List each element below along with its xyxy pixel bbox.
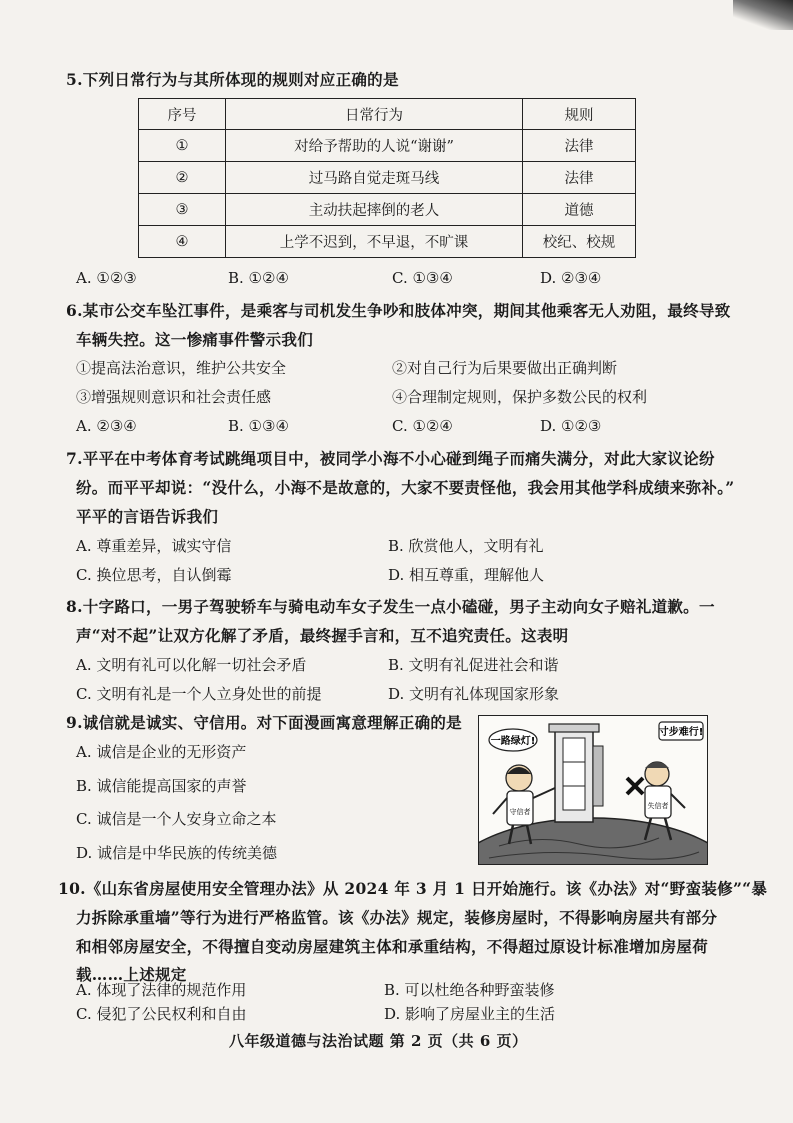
table-cell: ② xyxy=(139,162,226,194)
table-cell: 道德 xyxy=(523,194,636,226)
q10-stem-line2: 力拆除承重墙”等行为进行严格监管。该《办法》规定，装修房屋时，不得影响房屋共有部分 xyxy=(76,908,718,927)
comic-bubble-right: 寸步难行! xyxy=(658,727,704,738)
q8-option-c[interactable]: C. 文明有礼是一个人立身处世的前提 xyxy=(76,685,322,703)
q10-stem-line1: 10.《山东省房屋使用安全管理办法》从 2024 年 3 月 1 日开始施行。该《办法》对“野蛮装修”“暴 xyxy=(58,879,768,898)
table-cell: 校纪、校规 xyxy=(523,226,636,258)
q8-option-d[interactable]: D. 文明有礼体现国家形象 xyxy=(388,685,560,703)
q7-stem-line2: 纷。而平平却说：“没什么，小海不是故意的，大家不要责怪他，我会用其他学科成绩来弥补。” xyxy=(76,478,735,497)
q10-option-d[interactable]: D. 影响了房屋业主的生活 xyxy=(384,1005,556,1023)
table-cell: 法律 xyxy=(523,130,636,162)
q8-option-b[interactable]: B. 文明有礼促进社会和谐 xyxy=(388,656,559,674)
q5-option-b[interactable]: B. ①②④ xyxy=(228,269,289,287)
table-header-cell: 规则 xyxy=(523,99,636,130)
q10-stem-line4: 载……上述规定 xyxy=(76,965,187,984)
q6-option-c[interactable]: C. ①②④ xyxy=(392,417,453,435)
q5-option-a[interactable]: A. ①②③ xyxy=(76,269,137,287)
q7-stem-line3: 平平的言语告诉我们 xyxy=(76,507,219,526)
table-row xyxy=(139,226,636,258)
table-cell: ① xyxy=(139,130,226,162)
table-cell: 过马路自觉走斑马线 xyxy=(226,162,523,194)
comic-badge-left: 守信者 xyxy=(509,808,531,816)
table-cell: 上学不迟到，不早退，不旷课 xyxy=(226,226,523,258)
q10-option-a[interactable]: A. 体现了法律的规范作用 xyxy=(76,981,247,999)
q6-option-d[interactable]: D. ①②③ xyxy=(540,417,602,435)
q9-comic-illustration xyxy=(478,715,708,865)
table-row xyxy=(139,130,636,162)
table-cell: 法律 xyxy=(523,162,636,194)
q10-option-c[interactable]: C. 侵犯了公民权利和自由 xyxy=(76,1005,247,1023)
q8-stem-line1: 8.十字路口，一男子驾驶轿车与骑电动车女子发生一点小磕碰，男子主动向女子赔礼道歉。一 xyxy=(66,597,715,616)
table-header-cell: 序号 xyxy=(139,99,226,130)
q5-stem: 5.下列日常行为与其所体现的规则对应正确的是 xyxy=(66,70,399,89)
q10-stem-line3: 和相邻房屋安全，不得擅自变动房屋建筑主体和承重结构，不得超过原设计标准增加房屋荷 xyxy=(76,937,709,956)
q5-option-d[interactable]: D. ②③④ xyxy=(540,269,602,287)
scan-corner-shadow xyxy=(733,0,793,30)
table-row xyxy=(139,162,636,194)
q6-option-b[interactable]: B. ①③④ xyxy=(228,417,289,435)
q9-option-c[interactable]: C. 诚信是一个人安身立命之本 xyxy=(76,810,277,828)
q9-option-a[interactable]: A. 诚信是企业的无形资产 xyxy=(76,743,247,761)
comic-drawing xyxy=(479,716,707,864)
q10-option-b[interactable]: B. 可以杜绝各种野蛮装修 xyxy=(384,981,555,999)
q8-stem-line2: 声“对不起”让双方化解了矛盾，最终握手言和，互不追究责任。这表明 xyxy=(76,626,569,645)
q6-statement-4: ④合理制定规则，保护多数公民的权利 xyxy=(392,388,648,406)
q6-statement-3: ③增强规则意识和社会责任感 xyxy=(76,388,272,406)
q9-option-b[interactable]: B. 诚信能提高国家的声誉 xyxy=(76,777,247,795)
page-footer: 八年级道德与法治试题 第 2 页（共 6 页） xyxy=(229,1032,528,1050)
table-cell: ④ xyxy=(139,226,226,258)
q6-option-a[interactable]: A. ②③④ xyxy=(76,417,137,435)
table-header-row xyxy=(139,99,636,130)
q7-option-a[interactable]: A. 尊重差异，诚实守信 xyxy=(76,537,232,555)
q6-statement-1: ①提高法治意识，维护公共安全 xyxy=(76,359,287,377)
q5-option-c[interactable]: C. ①③④ xyxy=(392,269,453,287)
q6-stem-line1: 6.某市公交车坠江事件，是乘客与司机发生争吵和肢体冲突，期间其他乘客无人劝阻，最终导致 xyxy=(66,301,731,320)
q7-option-c[interactable]: C. 换位思考，自认倒霉 xyxy=(76,566,232,584)
table-cell: ③ xyxy=(139,194,226,226)
table-cell: 主动扶起摔倒的老人 xyxy=(226,194,523,226)
q7-option-b[interactable]: B. 欣赏他人，文明有礼 xyxy=(388,537,544,555)
table-header-cell: 日常行为 xyxy=(226,99,523,130)
q6-stem-line2: 车辆失控。这一惨痛事件警示我们 xyxy=(76,330,314,349)
q9-option-d[interactable]: D. 诚信是中华民族的传统美德 xyxy=(76,844,278,862)
table-row xyxy=(139,194,636,226)
comic-bubble-left: 一路绿灯! xyxy=(490,736,536,747)
q9-stem: 9.诚信就是诚实、守信用。对下面漫画寓意理解正确的是 xyxy=(66,713,462,732)
table-cell: 对给予帮助的人说“谢谢” xyxy=(226,130,523,162)
comic-badge-right: 失信者 xyxy=(647,802,669,810)
q5-rules-table xyxy=(138,98,636,258)
q8-option-a[interactable]: A. 文明有礼可以化解一切社会矛盾 xyxy=(76,656,307,674)
q7-option-d[interactable]: D. 相互尊重，理解他人 xyxy=(388,566,545,584)
q6-statement-2: ②对自己行为后果要做出正确判断 xyxy=(392,359,618,377)
q7-stem-line1: 7.平平在中考体育考试跳绳项目中，被同学小海不小心碰到绳子而痛失满分，对此大家议论纷 xyxy=(66,449,715,468)
